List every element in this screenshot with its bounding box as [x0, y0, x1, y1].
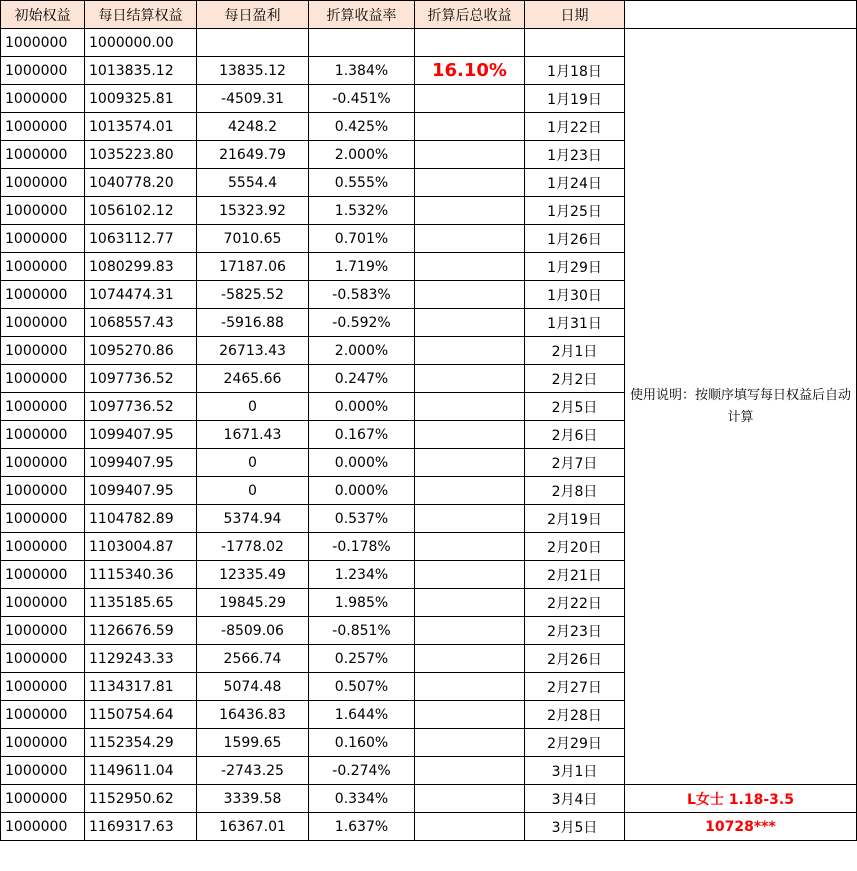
cell-return-rate[interactable]: 1.637% [309, 813, 415, 841]
cell-settlement-equity[interactable]: 1000000.00 [85, 29, 197, 57]
cell-daily-profit[interactable]: 5074.48 [197, 673, 309, 701]
usage-note[interactable]: 使用说明：按顺序填写每日权益后自动计算 [625, 29, 857, 785]
cell-date[interactable]: 2月8日 [525, 477, 625, 505]
cell-date[interactable]: 2月26日 [525, 645, 625, 673]
header-empty-cell[interactable] [625, 1, 857, 29]
cell-initial-equity[interactable]: 1000000 [1, 113, 85, 141]
table-body [1, 29, 857, 841]
cell-date[interactable]: 1月31日 [525, 309, 625, 337]
cell-daily-profit[interactable]: 0 [197, 477, 309, 505]
cell-return-rate[interactable]: -0.274% [309, 757, 415, 785]
cell-initial-equity[interactable]: 1000000 [1, 645, 85, 673]
cell-date[interactable]: 1月22日 [525, 113, 625, 141]
cell-initial-equity[interactable]: 1000000 [1, 337, 85, 365]
cell-initial-equity[interactable]: 1000000 [1, 197, 85, 225]
header-row [1, 1, 857, 29]
cell-date[interactable]: 2月5日 [525, 393, 625, 421]
cell-return-rate[interactable]: 1.234% [309, 561, 415, 589]
cell-initial-equity[interactable]: 1000000 [1, 701, 85, 729]
cell-settlement-equity[interactable]: 1126676.59 [85, 617, 197, 645]
cell-date[interactable]: 1月19日 [525, 85, 625, 113]
cell-total-return[interactable] [415, 281, 525, 309]
cell-settlement-equity[interactable]: 1169317.63 [85, 813, 197, 841]
cell-return-rate[interactable]: 0.000% [309, 477, 415, 505]
table-row [1, 785, 857, 813]
header-total-return[interactable]: 折算后总收益 [415, 1, 525, 29]
cell-settlement-equity[interactable]: 1129243.33 [85, 645, 197, 673]
cell-return-rate[interactable]: 0.507% [309, 673, 415, 701]
cell-return-rate[interactable]: 2.000% [309, 141, 415, 169]
cell-total-return[interactable] [415, 589, 525, 617]
header-initial-equity[interactable]: 初始权益 [1, 1, 85, 29]
cell-return-rate[interactable]: -0.451% [309, 85, 415, 113]
cell-total-return[interactable] [415, 29, 525, 57]
cell-return-rate[interactable]: 0.167% [309, 421, 415, 449]
cell-total-return[interactable] [415, 421, 525, 449]
table-row [1, 813, 857, 841]
cell-total-return[interactable] [415, 757, 525, 785]
cell-daily-profit[interactable]: 15323.92 [197, 197, 309, 225]
cell-return-rate[interactable]: 0.000% [309, 449, 415, 477]
cell-date[interactable]: 1月18日 [525, 57, 625, 85]
cell-date[interactable]: 1月29日 [525, 253, 625, 281]
cell-daily-profit[interactable]: 4248.2 [197, 113, 309, 141]
client-period-label[interactable]: L女士 1.18-3.5 [625, 785, 857, 813]
cell-total-return[interactable] [415, 813, 525, 841]
cell-return-rate[interactable]: 1.644% [309, 701, 415, 729]
cell-daily-profit[interactable]: 5554.4 [197, 169, 309, 197]
cell-total-return[interactable] [415, 673, 525, 701]
cell-return-rate[interactable]: -0.592% [309, 309, 415, 337]
cell-initial-equity[interactable]: 1000000 [1, 477, 85, 505]
cell-initial-equity[interactable]: 1000000 [1, 309, 85, 337]
cell-initial-equity[interactable]: 1000000 [1, 57, 85, 85]
cell-total-return[interactable] [415, 477, 525, 505]
cell-total-return[interactable] [415, 169, 525, 197]
cell-settlement-equity[interactable]: 1068557.43 [85, 309, 197, 337]
cell-initial-equity[interactable]: 1000000 [1, 617, 85, 645]
cell-daily-profit[interactable]: 16367.01 [197, 813, 309, 841]
cell-daily-profit[interactable]: 3339.58 [197, 785, 309, 813]
cell-daily-profit[interactable]: -5916.88 [197, 309, 309, 337]
cell-total-return[interactable] [415, 505, 525, 533]
cell-total-return[interactable] [415, 533, 525, 561]
cell-initial-equity[interactable]: 1000000 [1, 729, 85, 757]
cell-daily-profit[interactable]: 2566.74 [197, 645, 309, 673]
cell-date[interactable]: 2月22日 [525, 589, 625, 617]
cell-total-return[interactable] [415, 365, 525, 393]
header-date[interactable]: 日期 [525, 1, 625, 29]
account-masked-label[interactable]: 10728*** [625, 813, 857, 841]
cell-daily-profit[interactable]: 1671.43 [197, 421, 309, 449]
header-daily-profit[interactable]: 每日盈利 [197, 1, 309, 29]
cell-daily-profit[interactable]: 13835.12 [197, 57, 309, 85]
cell-settlement-equity[interactable]: 1103004.87 [85, 533, 197, 561]
cell-daily-profit[interactable]: 26713.43 [197, 337, 309, 365]
cell-date[interactable]: 2月19日 [525, 505, 625, 533]
cell-settlement-equity[interactable]: 1099407.95 [85, 449, 197, 477]
cell-settlement-equity[interactable]: 1150754.64 [85, 701, 197, 729]
cell-return-rate[interactable]: 1.384% [309, 57, 415, 85]
cell-total-return[interactable] [415, 729, 525, 757]
cell-total-return[interactable] [415, 645, 525, 673]
cell-return-rate[interactable]: 1.719% [309, 253, 415, 281]
cell-initial-equity[interactable]: 1000000 [1, 393, 85, 421]
cell-return-rate[interactable]: 0.701% [309, 225, 415, 253]
cell-settlement-equity[interactable]: 1104782.89 [85, 505, 197, 533]
cell-daily-profit[interactable] [197, 29, 309, 57]
cell-total-return[interactable] [415, 561, 525, 589]
cell-settlement-equity[interactable]: 1013574.01 [85, 113, 197, 141]
cell-initial-equity[interactable]: 1000000 [1, 365, 85, 393]
cell-date[interactable]: 3月5日 [525, 813, 625, 841]
cell-initial-equity[interactable]: 1000000 [1, 85, 85, 113]
cell-total-return[interactable] [415, 449, 525, 477]
cell-daily-profit[interactable]: 7010.65 [197, 225, 309, 253]
cell-date[interactable]: 1月30日 [525, 281, 625, 309]
cell-date[interactable]: 2月6日 [525, 421, 625, 449]
cell-total-return[interactable] [415, 701, 525, 729]
cell-total-return[interactable] [415, 393, 525, 421]
cell-total-return[interactable] [415, 337, 525, 365]
cell-return-rate[interactable]: -0.583% [309, 281, 415, 309]
table-row [1, 29, 857, 57]
cell-initial-equity[interactable]: 1000000 [1, 169, 85, 197]
cell-date[interactable]: 2月27日 [525, 673, 625, 701]
cell-total-return[interactable] [415, 309, 525, 337]
cell-settlement-equity[interactable]: 1040778.20 [85, 169, 197, 197]
cell-initial-equity[interactable]: 1000000 [1, 589, 85, 617]
cell-return-rate[interactable]: 1.985% [309, 589, 415, 617]
cell-total-return[interactable] [415, 253, 525, 281]
cell-initial-equity[interactable]: 1000000 [1, 785, 85, 813]
cell-settlement-equity[interactable]: 1097736.52 [85, 393, 197, 421]
cell-settlement-equity[interactable]: 1035223.80 [85, 141, 197, 169]
cell-return-rate[interactable]: 2.000% [309, 337, 415, 365]
cell-date[interactable]: 2月28日 [525, 701, 625, 729]
cell-settlement-equity[interactable]: 1099407.95 [85, 421, 197, 449]
cell-total-return[interactable] [415, 225, 525, 253]
cell-initial-equity[interactable]: 1000000 [1, 813, 85, 841]
header-return-rate[interactable]: 折算收益率 [309, 1, 415, 29]
cell-return-rate[interactable]: 0.247% [309, 365, 415, 393]
cell-date[interactable]: 3月4日 [525, 785, 625, 813]
cell-settlement-equity[interactable]: 1152354.29 [85, 729, 197, 757]
cell-settlement-equity[interactable]: 1095270.86 [85, 337, 197, 365]
cell-date[interactable]: 1月24日 [525, 169, 625, 197]
cell-total-return[interactable]: 16.10% [415, 57, 525, 85]
cell-settlement-equity[interactable]: 1063112.77 [85, 225, 197, 253]
cell-daily-profit[interactable]: -5825.52 [197, 281, 309, 309]
cell-total-return[interactable] [415, 617, 525, 645]
cell-daily-profit[interactable]: 0 [197, 393, 309, 421]
cell-settlement-equity[interactable]: 1080299.83 [85, 253, 197, 281]
cell-date[interactable]: 1月25日 [525, 197, 625, 225]
cell-settlement-equity[interactable]: 1013835.12 [85, 57, 197, 85]
cell-initial-equity[interactable]: 1000000 [1, 505, 85, 533]
cell-date[interactable] [525, 29, 625, 57]
cell-settlement-equity[interactable]: 1074474.31 [85, 281, 197, 309]
cell-return-rate[interactable]: 0.000% [309, 393, 415, 421]
cell-return-rate[interactable]: 0.334% [309, 785, 415, 813]
cell-daily-profit[interactable]: 17187.06 [197, 253, 309, 281]
cell-return-rate[interactable]: 1.532% [309, 197, 415, 225]
cell-return-rate[interactable]: 0.425% [309, 113, 415, 141]
cell-settlement-equity[interactable]: 1009325.81 [85, 85, 197, 113]
cell-date[interactable]: 2月21日 [525, 561, 625, 589]
cell-daily-profit[interactable]: 5374.94 [197, 505, 309, 533]
cell-settlement-equity[interactable]: 1135185.65 [85, 589, 197, 617]
cell-initial-equity[interactable]: 1000000 [1, 281, 85, 309]
cell-return-rate[interactable]: 0.555% [309, 169, 415, 197]
cell-settlement-equity[interactable]: 1134317.81 [85, 673, 197, 701]
cell-date[interactable]: 2月23日 [525, 617, 625, 645]
cell-daily-profit[interactable]: 21649.79 [197, 141, 309, 169]
cell-daily-profit[interactable]: -2743.25 [197, 757, 309, 785]
cell-total-return[interactable] [415, 785, 525, 813]
cell-initial-equity[interactable]: 1000000 [1, 29, 85, 57]
cell-daily-profit[interactable]: 19845.29 [197, 589, 309, 617]
cell-initial-equity[interactable]: 1000000 [1, 757, 85, 785]
cell-date[interactable]: 2月7日 [525, 449, 625, 477]
cell-return-rate[interactable]: -0.851% [309, 617, 415, 645]
cell-initial-equity[interactable]: 1000000 [1, 449, 85, 477]
cell-initial-equity[interactable]: 1000000 [1, 225, 85, 253]
cell-date[interactable]: 1月26日 [525, 225, 625, 253]
header-daily-settlement-equity[interactable]: 每日结算权益 [85, 1, 197, 29]
cell-daily-profit[interactable]: -4509.31 [197, 85, 309, 113]
cell-return-rate[interactable]: 0.537% [309, 505, 415, 533]
cell-settlement-equity[interactable]: 1097736.52 [85, 365, 197, 393]
cell-initial-equity[interactable]: 1000000 [1, 533, 85, 561]
cell-date[interactable]: 2月2日 [525, 365, 625, 393]
cell-return-rate[interactable]: -0.178% [309, 533, 415, 561]
cell-daily-profit[interactable]: 12335.49 [197, 561, 309, 589]
cell-return-rate[interactable]: 0.257% [309, 645, 415, 673]
cell-settlement-equity[interactable]: 1099407.95 [85, 477, 197, 505]
cell-date[interactable]: 2月1日 [525, 337, 625, 365]
cell-daily-profit[interactable]: 1599.65 [197, 729, 309, 757]
cell-date[interactable]: 1月23日 [525, 141, 625, 169]
cell-date[interactable]: 2月29日 [525, 729, 625, 757]
cell-date[interactable]: 3月1日 [525, 757, 625, 785]
cell-date[interactable]: 2月20日 [525, 533, 625, 561]
cell-daily-profit[interactable]: 0 [197, 449, 309, 477]
cell-total-return[interactable] [415, 85, 525, 113]
cell-initial-equity[interactable]: 1000000 [1, 561, 85, 589]
cell-settlement-equity[interactable]: 1115340.36 [85, 561, 197, 589]
cell-settlement-equity[interactable]: 1152950.62 [85, 785, 197, 813]
cell-daily-profit[interactable]: 2465.66 [197, 365, 309, 393]
cell-initial-equity[interactable]: 1000000 [1, 421, 85, 449]
cell-initial-equity[interactable]: 1000000 [1, 253, 85, 281]
cell-daily-profit[interactable]: -8509.06 [197, 617, 309, 645]
cell-settlement-equity[interactable]: 1056102.12 [85, 197, 197, 225]
cell-return-rate[interactable]: 0.160% [309, 729, 415, 757]
cell-total-return[interactable] [415, 197, 525, 225]
cell-daily-profit[interactable]: -1778.02 [197, 533, 309, 561]
cell-settlement-equity[interactable]: 1149611.04 [85, 757, 197, 785]
cell-initial-equity[interactable]: 1000000 [1, 673, 85, 701]
cell-initial-equity[interactable]: 1000000 [1, 141, 85, 169]
cell-return-rate[interactable] [309, 29, 415, 57]
cell-daily-profit[interactable]: 16436.83 [197, 701, 309, 729]
cell-total-return[interactable] [415, 141, 525, 169]
cell-total-return[interactable] [415, 113, 525, 141]
